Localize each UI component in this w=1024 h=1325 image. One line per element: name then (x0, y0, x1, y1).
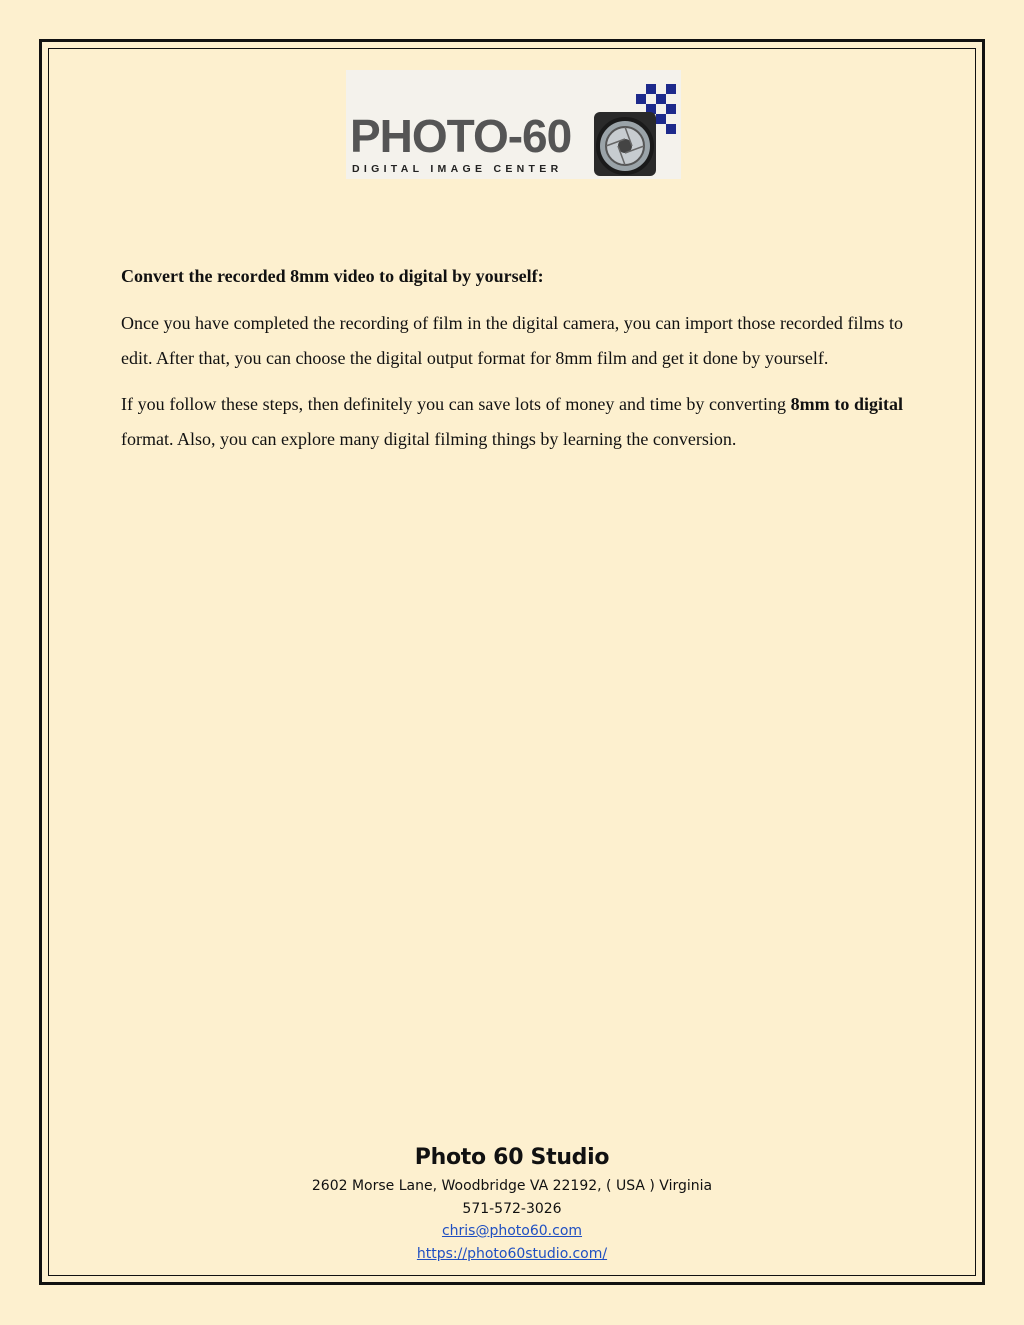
website-link[interactable]: https://photo60studio.com/ (416, 1245, 608, 1262)
studio-name: Photo 60 Studio (414, 1145, 610, 1170)
logo-tagline: DIGITAL IMAGE CENTER (352, 163, 563, 175)
logo-wordmark: PHOTO-60 (350, 110, 572, 162)
article-paragraph-2 (121, 387, 903, 456)
page-border-inner (48, 48, 976, 1276)
page-border (39, 39, 985, 1285)
paragraph-2-text-end: format. Also, you can explore many digital filming things by learning the conversion. (121, 428, 737, 449)
footer (0, 1141, 1024, 1265)
photo60-logo (346, 70, 681, 179)
paragraph-2-text-start: If you follow these steps, then definitely you can save lots of money and time by converting (121, 394, 791, 414)
paragraph-2-bold-keyword: 8mm to digital (790, 394, 903, 414)
article-paragraph-1: Once you have completed the recording of film in the digital camera, you can import those recorded films to edit. After that, you can choose the digital output format for 8mm film and get it done by yourself. (121, 313, 903, 368)
studio-phone: 571-572-3026 (462, 1200, 562, 1217)
studio-address: 2602 Morse Lane, Woodbridge VA 22192, ( USA ) Virginia (311, 1178, 713, 1194)
email-link[interactable]: chris@photo60.com (441, 1223, 583, 1239)
logo-graphic (346, 70, 681, 179)
article-heading: Convert the recorded 8mm video to digital by yourself: (121, 266, 544, 286)
article (121, 262, 903, 468)
camera-lens-icon (594, 112, 656, 176)
